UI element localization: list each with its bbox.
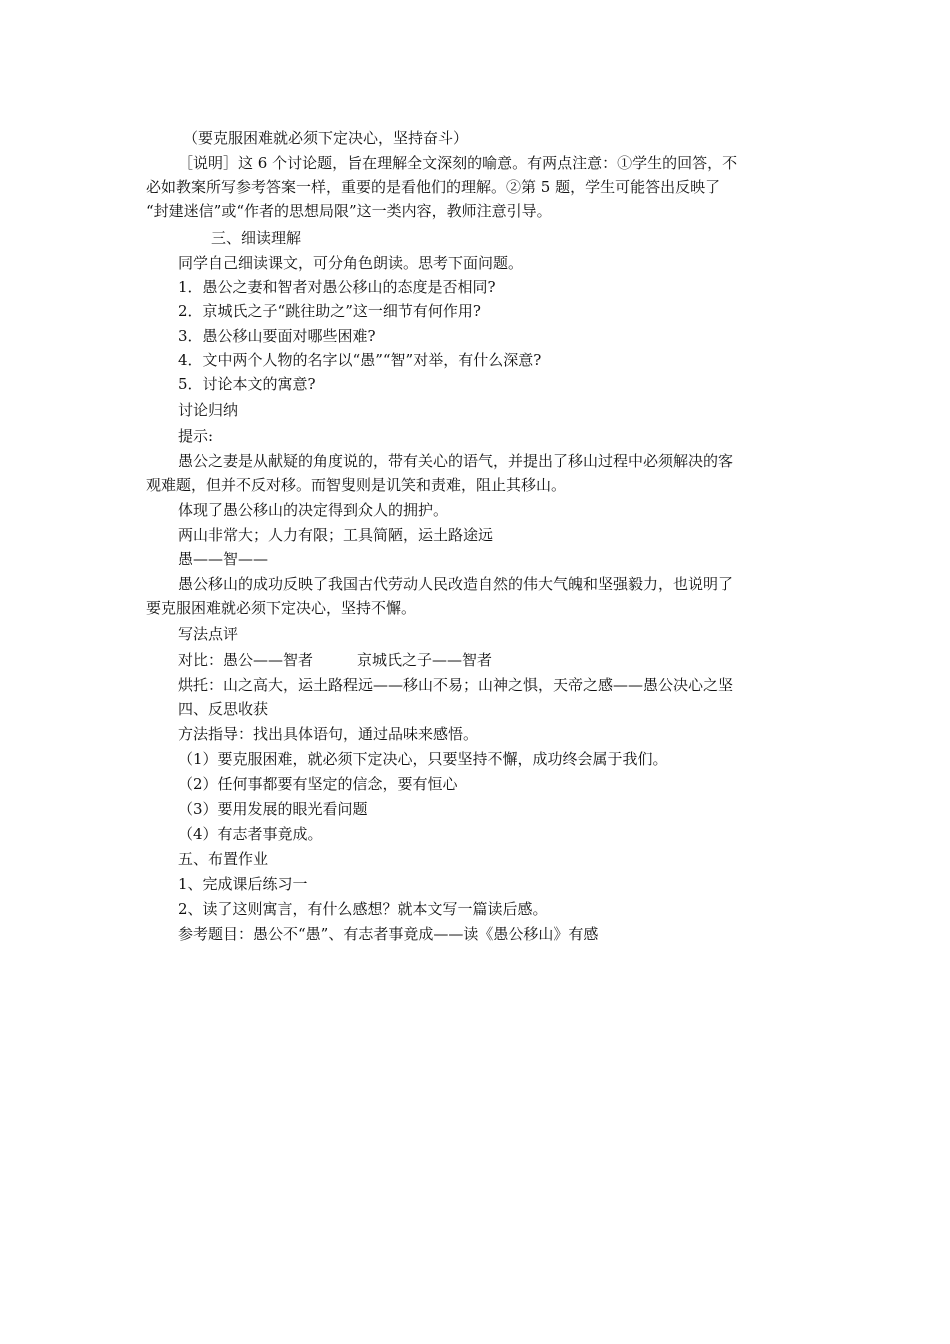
text-line: 愚公移山的成功反映了我国古代劳动人民改造自然的伟大气魄和坚强毅力，也说明了 [178, 575, 734, 593]
list-item: （2）任何事都要有坚定的信念，要有恒心 [178, 775, 458, 793]
text-line: 观难题，但并不反对移。而智叟则是讥笑和责难，阻止其移山。 [146, 476, 567, 494]
text-line: ［说明］这 6 个讨论题，旨在理解全文深刻的喻意。有两点注意：①学生的回答，不 [178, 154, 738, 172]
list-item: （1）要克服困难，就必须下定决心，只要坚持不懈，成功终会属于我们。 [178, 750, 668, 768]
question-item: 1．愚公之妻和智者对愚公移山的态度是否相同? [178, 278, 496, 296]
question-item: 4．文中两个人物的名字以“愚”“智”对举，有什么深意? [178, 351, 542, 369]
list-item: （3）要用发展的眼光看问题 [178, 800, 368, 818]
text-line: “封建迷信”或“作者的思想局限”这一类内容，教师注意引导。 [146, 202, 552, 220]
comparison-left: 对比：愚公——智者 [178, 651, 314, 669]
list-item: （4）有志者事竟成。 [178, 825, 323, 843]
subheading: 提示: [178, 427, 214, 445]
text-line: 同学自己细读课文，可分角色朗读。思考下面问题。 [178, 254, 524, 272]
text-line: 两山非常大；人力有限；工具简陋，运土路途远 [178, 526, 494, 544]
text-line: 参考题目：愚公不“愚”、有志者事竟成——读《愚公移山》有感 [178, 925, 599, 943]
comparison-line [178, 650, 492, 670]
subheading: 讨论归纳 [178, 401, 239, 419]
text-line: 必如教案所写参考答案一样，重要的是看他们的理解。②第 5 题，学生可能答出反映了 [146, 178, 721, 196]
section-heading: 四、反思收获 [178, 700, 269, 718]
text-line: 方法指导：找出具体语句，通过品味来感悟。 [178, 725, 479, 743]
section-heading: 三、细读理解 [211, 229, 302, 247]
text-line: 体现了愚公移山的决定得到众人的拥护。 [178, 501, 449, 519]
text-line: 愚——智—— [178, 550, 269, 568]
section-heading: 五、布置作业 [178, 850, 269, 868]
text-line: 愚公之妻是从献疑的角度说的，带有关心的语气，并提出了移山过程中必须解决的客 [178, 452, 734, 470]
question-item: 3．愚公移山要面对哪些困难? [178, 327, 376, 345]
text-line: 要克服困难就必须下定决心，坚持不懈。 [146, 599, 417, 617]
list-item: 2、读了这则寓言，有什么感想？就本文写一篇读后感。 [178, 900, 548, 918]
text-line: （要克服困难就必须下定决心，坚持奋斗） [183, 129, 469, 147]
text-line: 烘托：山之高大，运土路程远——移山不易；山神之惧，天帝之感——愚公决心之坚 [178, 676, 734, 694]
comparison-right: 京城氏之子——智者 [357, 651, 493, 669]
question-item: 2．京城氏之子“跳往助之”这一细节有何作用? [178, 302, 481, 320]
question-item: 5．讨论本文的寓意? [178, 375, 316, 393]
subheading: 写法点评 [178, 625, 239, 643]
list-item: 1、完成课后练习一 [178, 875, 308, 893]
